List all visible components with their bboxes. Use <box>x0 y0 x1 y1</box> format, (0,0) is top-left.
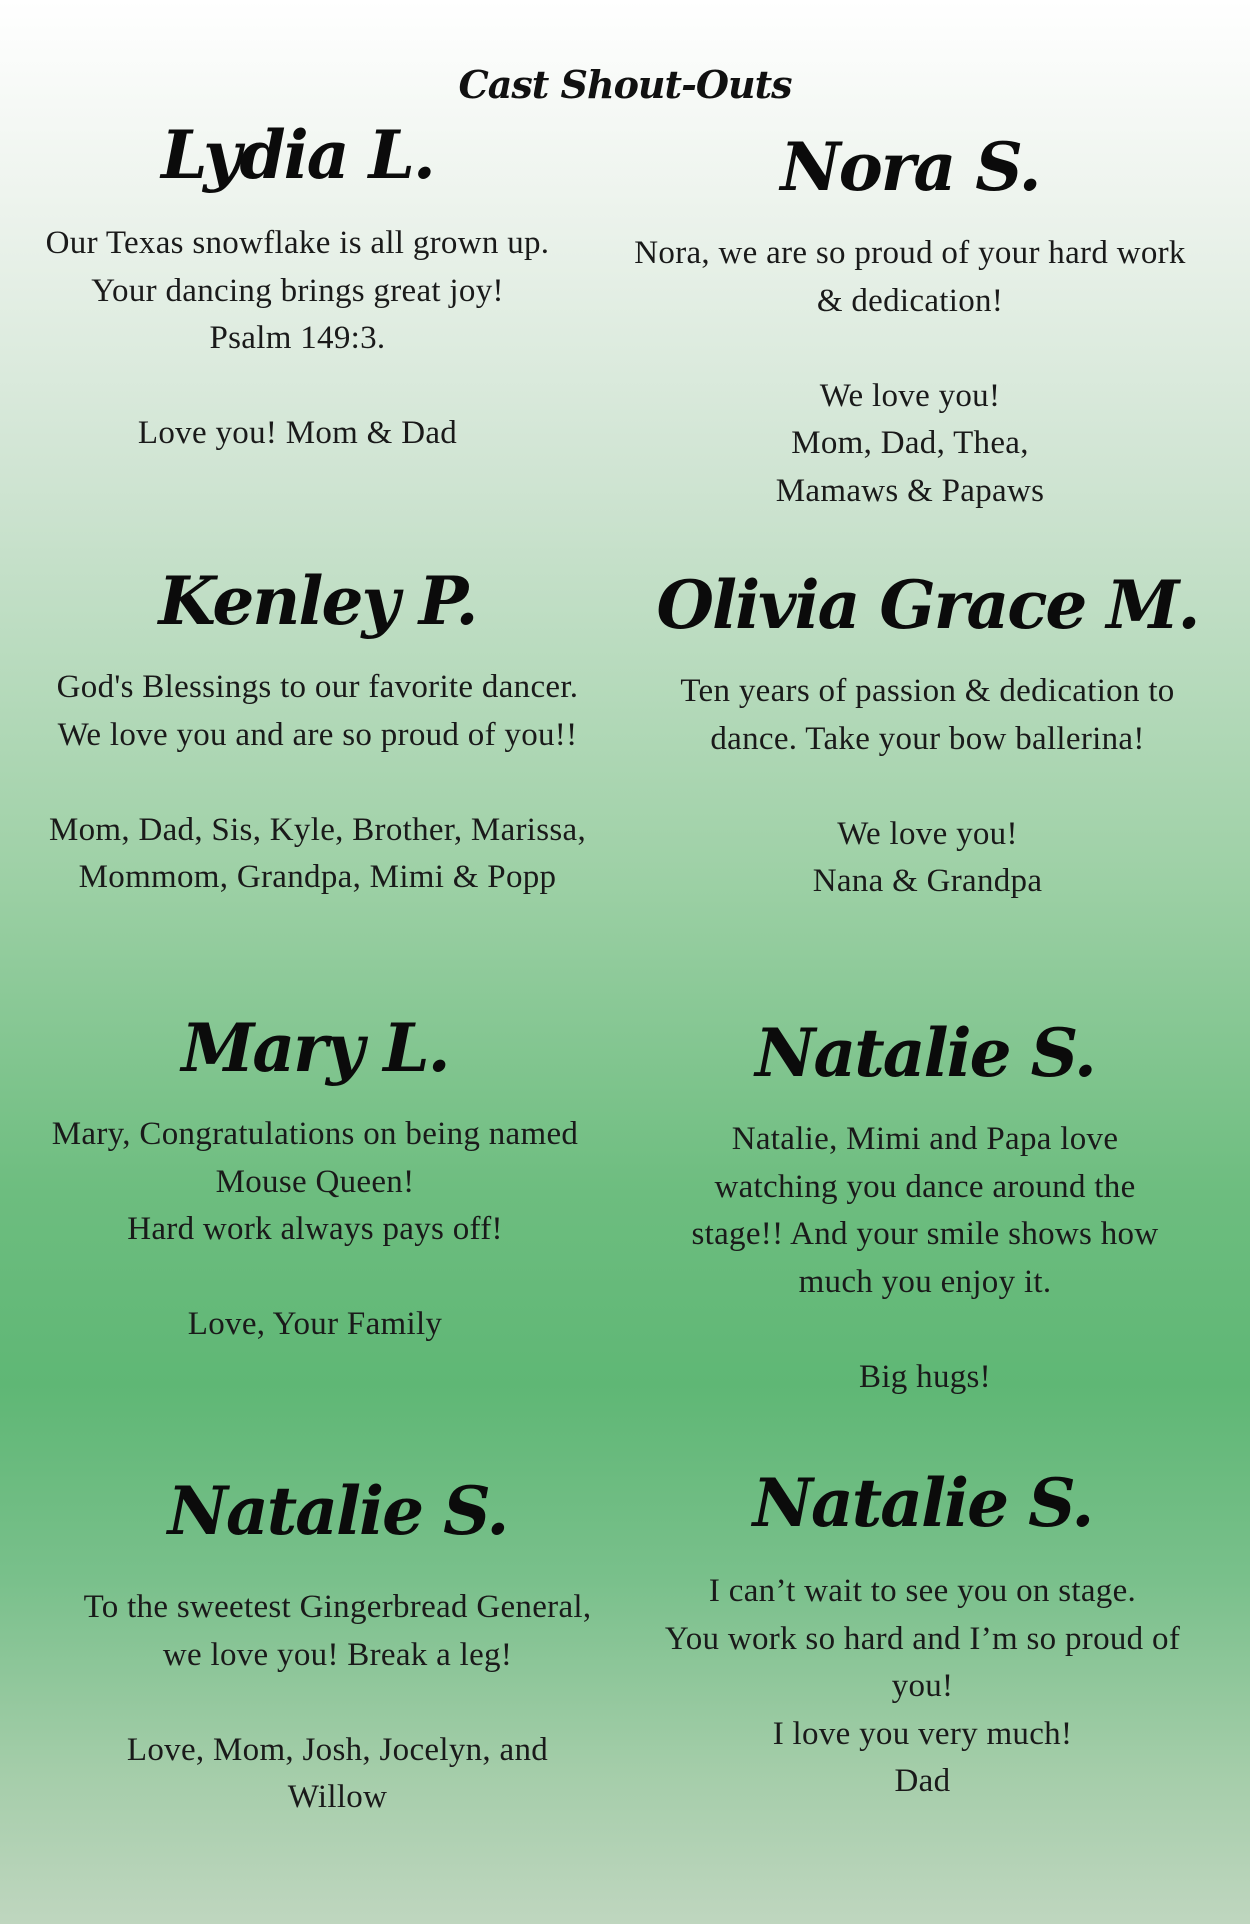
message-line: Love, Mom, Josh, Jocelyn, and <box>126 1731 549 1768</box>
shout-out-message <box>650 1116 1200 1401</box>
message-line: Ten years of passion & dedication to <box>680 673 1175 709</box>
dancer-name: Lydia L. <box>161 116 434 194</box>
dancer-name: Olivia Grace M. <box>656 566 1199 644</box>
message-line <box>30 1679 645 1727</box>
message-line: Mommom, Grandpa, Mimi & Popp <box>78 859 557 895</box>
dancer-name: Kenley P. <box>158 562 477 640</box>
dancer-name: Natalie S. <box>755 1014 1095 1092</box>
message-line: Mary, Congratulations on being named <box>51 1116 579 1152</box>
message-line: We love you! <box>819 377 1001 414</box>
message-line: Nora, we are so proud of your hard work <box>634 235 1186 271</box>
message-line: watching you dance around the <box>714 1168 1136 1205</box>
shout-out-message <box>0 664 635 902</box>
shout-out-message <box>635 668 1220 906</box>
message-line: I can’t wait to see you on stage. <box>708 1573 1137 1609</box>
message-line: Psalm 149:3. <box>209 320 386 356</box>
message-line: Big hugs! <box>859 1358 991 1395</box>
message-line: Your dancing brings great joy! <box>91 272 504 309</box>
message-line <box>5 363 590 411</box>
message-line: We love you! <box>837 815 1018 852</box>
message-line: Love you! Mom & Dad <box>137 415 458 451</box>
shout-out-message <box>30 1584 645 1822</box>
message-line: Natalie, Mimi and Papa love <box>731 1121 1119 1157</box>
page-title: Cast Shout-Outs <box>458 62 792 107</box>
message-line: Nana & Grandpa <box>812 863 1043 899</box>
shout-out-card-nora <box>590 128 1230 515</box>
message-line: You work so hard and I’m so proud of <box>664 1620 1181 1657</box>
dancer-name: Natalie S. <box>167 1472 508 1550</box>
message-line: God's Blessings to our favorite dancer. <box>56 669 579 705</box>
message-line: Mom, Dad, Sis, Kyle, Brother, Marissa, <box>48 811 587 848</box>
shout-out-card-lydia <box>5 116 590 458</box>
message-line: We love you and are so proud of you!! <box>57 716 578 753</box>
shout-out-message <box>625 1568 1220 1806</box>
shout-out-card-mary <box>0 1009 630 1349</box>
message-line: Love, Your Family <box>187 1306 443 1342</box>
message-line: & dedication! <box>816 282 1004 319</box>
message-line: Our Texas snowflake is all grown up. <box>45 225 550 261</box>
message-line: Mouse Queen! <box>215 1163 415 1200</box>
message-line <box>0 1254 630 1302</box>
shout-out-message <box>5 220 590 458</box>
shout-out-card-natalie-1 <box>650 1014 1200 1401</box>
dancer-name: Natalie S. <box>752 1464 1093 1542</box>
message-line <box>0 759 635 807</box>
message-line: we love you! Break a leg! <box>162 1636 513 1673</box>
message-line: stage!! And your smile shows how <box>691 1216 1159 1252</box>
message-line: Hard work always pays off! <box>127 1211 503 1247</box>
shout-out-card-natalie-2 <box>30 1472 645 1822</box>
message-line <box>590 325 1230 373</box>
message-line: I love you very much! <box>772 1715 1073 1752</box>
shout-out-message <box>0 1111 630 1349</box>
message-line <box>635 763 1220 811</box>
message-line: Mom, Dad, Thea, <box>791 425 1029 461</box>
message-line: much you enjoy it. <box>798 1263 1052 1300</box>
message-line: Dad <box>894 1763 951 1799</box>
dancer-name: Mary L. <box>181 1009 449 1087</box>
shout-out-message <box>590 230 1230 515</box>
message-line: Mamaws & Papaws <box>775 472 1045 509</box>
dancer-name: Nora S. <box>780 128 1040 206</box>
message-line: To the sweetest Gingerbread General, <box>83 1589 592 1625</box>
shout-out-card-natalie-3 <box>625 1464 1220 1806</box>
message-line: Willow <box>287 1779 388 1815</box>
message-line: dance. Take your bow ballerina! <box>710 720 1145 757</box>
message-line <box>650 1306 1200 1354</box>
message-line: you! <box>891 1668 954 1704</box>
shout-out-card-olivia <box>635 566 1220 906</box>
shout-out-card-kenley <box>0 562 635 902</box>
